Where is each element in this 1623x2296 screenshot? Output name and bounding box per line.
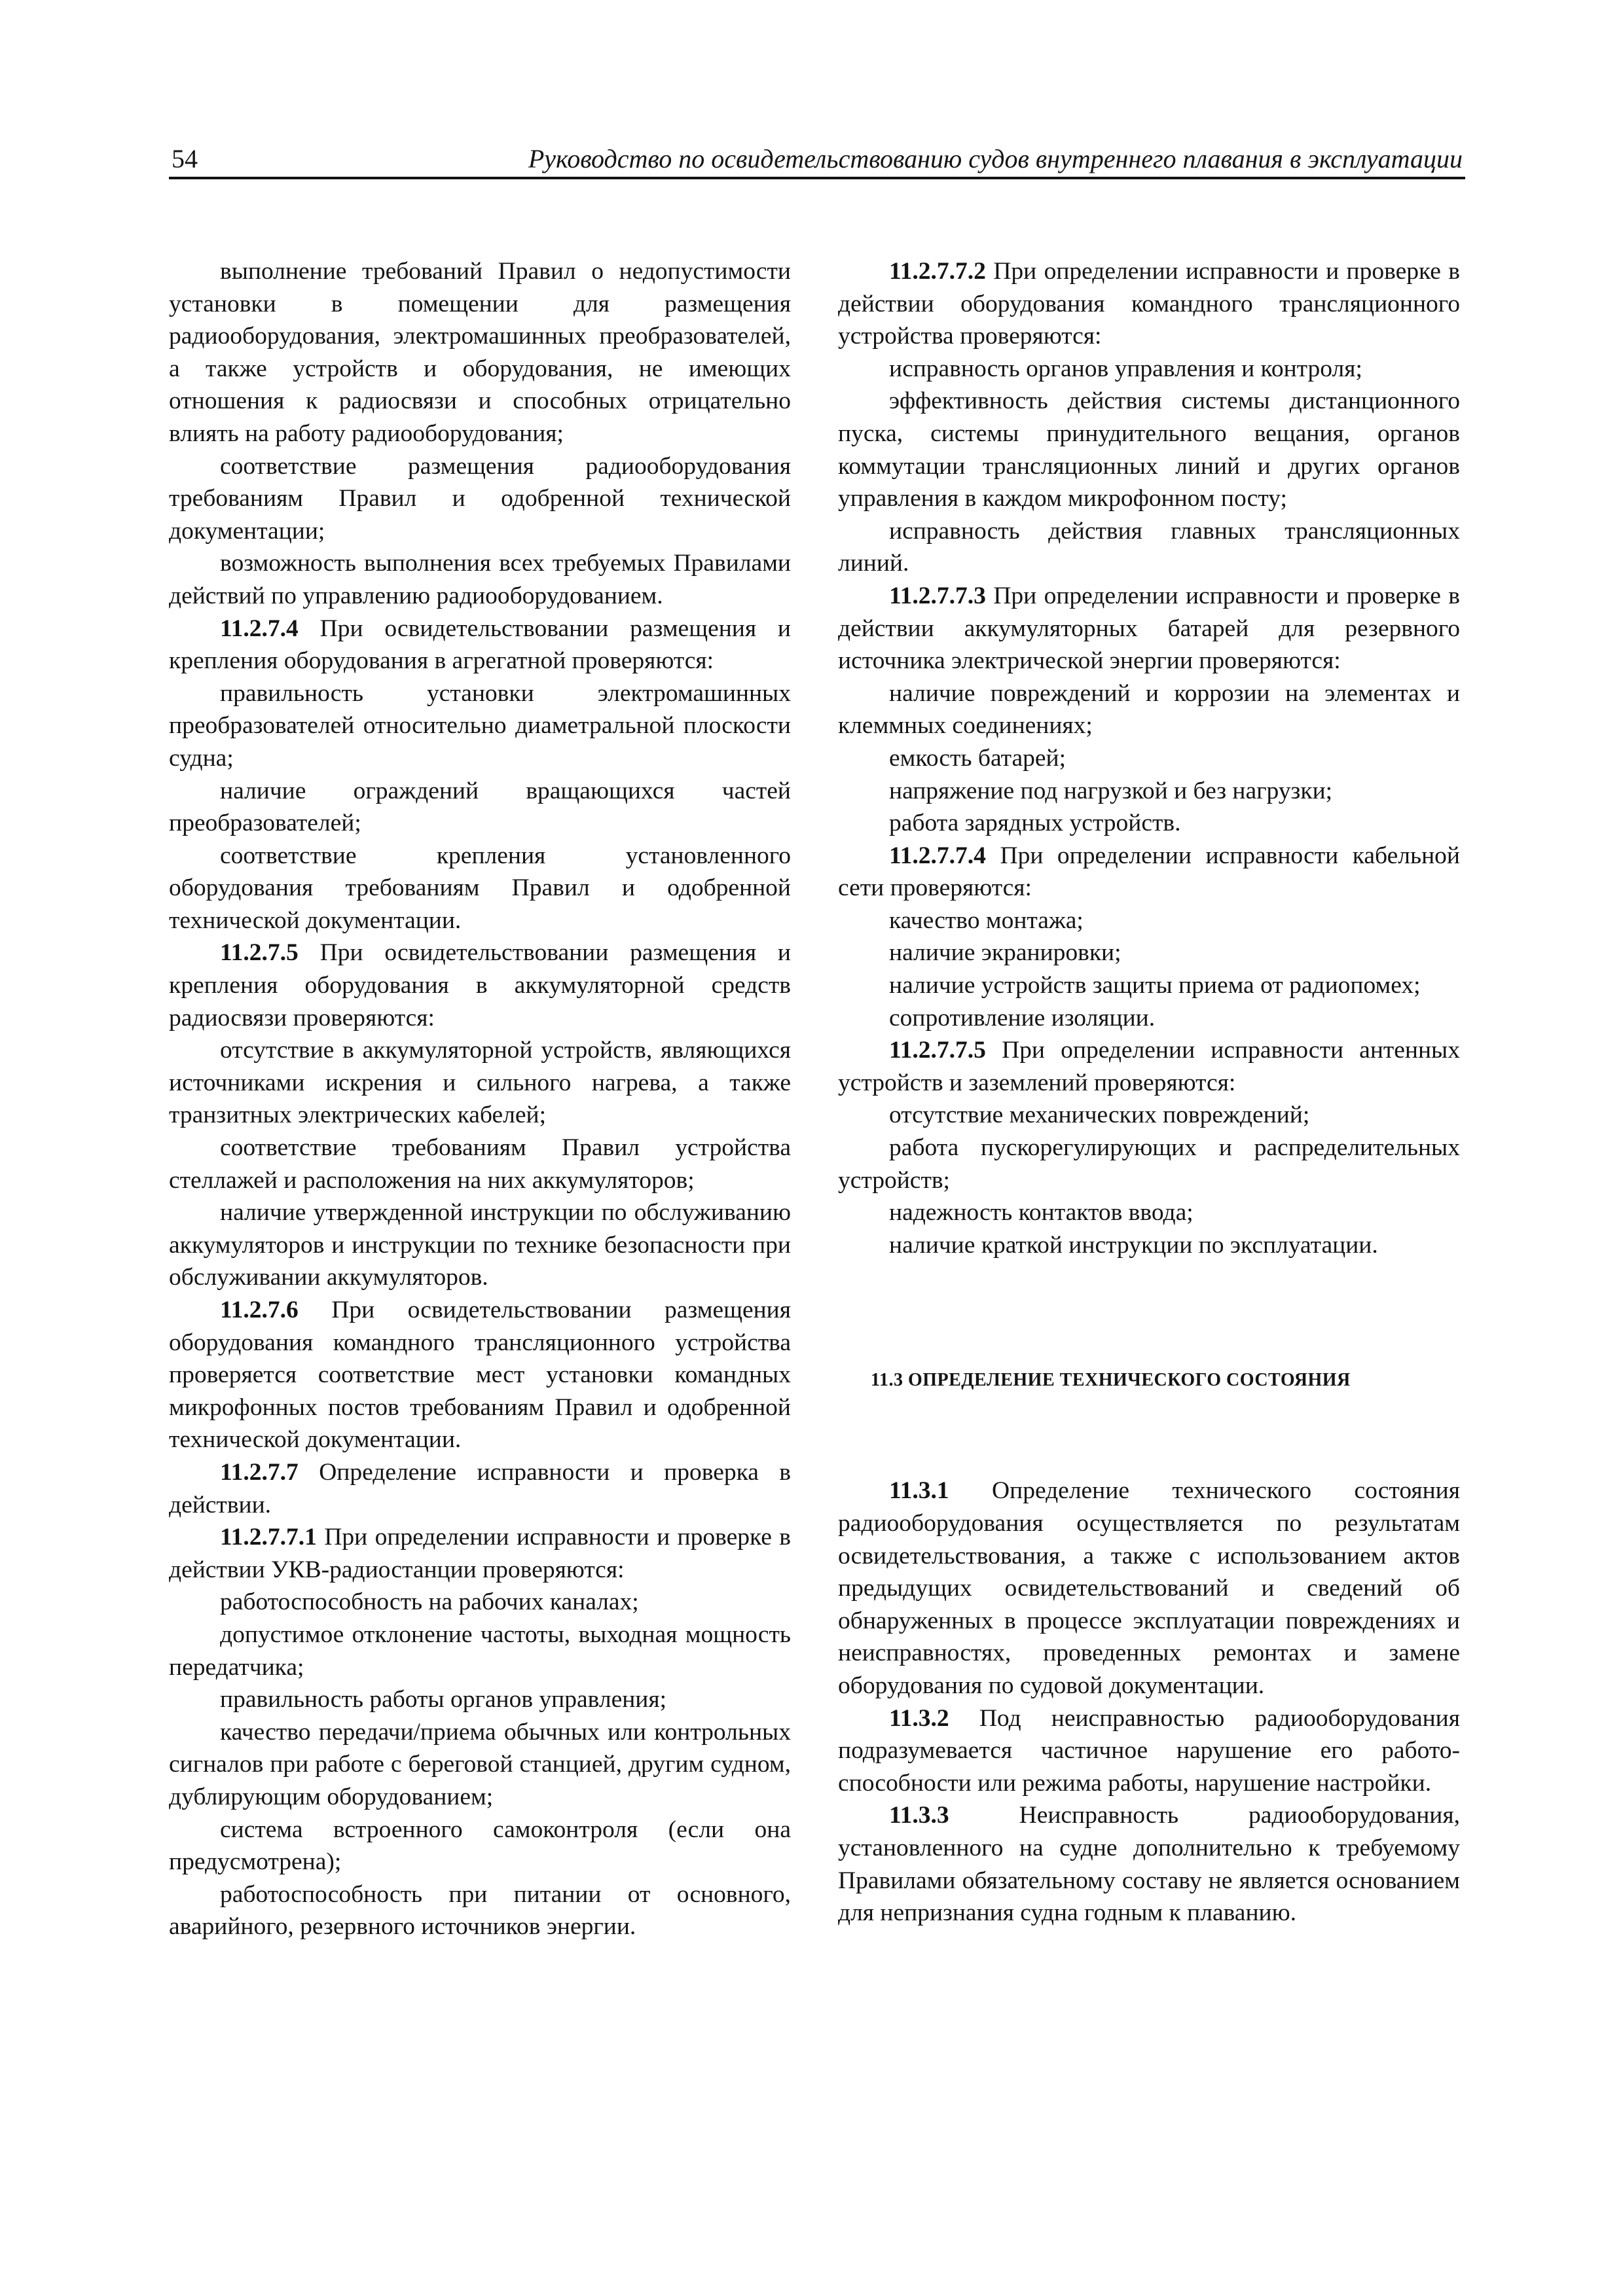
clause-number: 11.2.7.7.3: [889, 582, 986, 609]
left-column: [169, 255, 791, 1943]
clause-number: 11.2.7.6: [220, 1297, 299, 1323]
paragraph: [838, 677, 1460, 742]
paragraph: [838, 1702, 1460, 1800]
paragraph: [169, 1456, 791, 1521]
right-column-bottom: [838, 1475, 1460, 1929]
paragraph-text: наличие повреждений и коррозии на элементах и клеммных соединениях;: [838, 679, 1460, 740]
paragraph-text: возможность выполнения всех требуемых Правилами действий по управлению радиооборудованием.: [169, 550, 791, 609]
paragraph: [169, 1034, 791, 1132]
paragraph: [838, 1475, 1460, 1702]
paragraph: [838, 742, 1460, 775]
clause-number: 11.2.7.7.5: [889, 1037, 986, 1064]
paragraph: [169, 1619, 791, 1683]
paragraph: [838, 1229, 1460, 1262]
right-column: [838, 255, 1460, 1929]
paragraph-text: Определение технического состояния радиооборудования осуществляется по результатам освидетельствования, а также с использованием актов предыдущих освидетельствований и сведений об обнаруженных в процессе эксплуатации повреждениях и неисправностях, проведенных ремонтах и замене оборудования по судовой документации.: [838, 1477, 1460, 1699]
paragraph-text: работа пускорегулирующих и распределительных устройств;: [838, 1134, 1460, 1194]
paragraph-text: отсутствие механических повреждений;: [889, 1102, 1310, 1129]
paragraph: [169, 450, 791, 548]
paragraph-text: При освидетельствовании размещения и крепления оборудования в агрегатной проверяются:: [169, 615, 791, 675]
paragraph-text: работа зарядных устройств.: [889, 810, 1181, 837]
paragraph-text: работоспособность на рабочих каналах;: [220, 1588, 639, 1616]
paragraph: [838, 937, 1460, 969]
paragraph-text: емкость батарей;: [889, 744, 1067, 772]
paragraph-text: отсутствие в аккумуляторной устройств, являющихся источниками искрения и сильного нагрева, а также транзитных электрических кабелей;: [169, 1037, 791, 1129]
paragraph: [169, 937, 791, 1034]
paragraph-text: При освидетельствовании размещения и крепления оборудования в аккумуляторной средств радиосвязи проверяются:: [169, 939, 791, 1031]
paragraph: [838, 385, 1460, 514]
paragraph-text: допустимое отклонение частоты, выходная мощность передатчика;: [169, 1621, 791, 1681]
paragraph-text: эффективность действия системы дистанционного пуска, системы принудительного вещания, органов коммутации трансляционных линий и других органов управления в каждом микрофонном посту;: [838, 387, 1460, 512]
paragraph: [169, 1716, 791, 1814]
paragraph-text: сопротивление изоляции.: [889, 1004, 1156, 1031]
paragraph: [838, 969, 1460, 1002]
paragraph-text: исправность действия главных трансляционных линий.: [838, 517, 1460, 577]
clause-number: 11.3.2: [889, 1704, 949, 1732]
paragraph-text: При определении исправности кабельной сети проверяются:: [838, 842, 1460, 902]
paragraph-text: Под неисправностью радиооборудования подразумевается частичное нарушение его работоспособности или режима работы, нарушение настройки.: [838, 1704, 1460, 1797]
paragraph-text: наличие экранировки;: [889, 939, 1122, 967]
paragraph: [169, 1814, 791, 1878]
paragraph: [838, 807, 1460, 840]
paragraph-text: соответствие требованиям Правил устройства стеллажей и расположения на них аккумуляторов;: [169, 1134, 791, 1194]
paragraph: [838, 580, 1460, 677]
paragraph-text: При определении исправности антенных устройств и заземлений проверяются:: [838, 1037, 1460, 1096]
paragraph-text: работоспособность при питании от основного, аварийного, резервного источников энергии.: [169, 1880, 791, 1941]
paragraph-text: соответствие крепления установленного оборудования требованиям Правил и одобренной технической документации.: [169, 842, 791, 934]
paragraph: [838, 353, 1460, 386]
paragraph-text: Неисправность радиооборудования, установленного на судне дополнительно к требуемому Правилами обязательному составу не является основанием для непризнания судна годным к плаванию.: [838, 1802, 1460, 1927]
paragraph: [838, 840, 1460, 905]
paragraph-text: надежность контактов ввода;: [889, 1199, 1194, 1227]
paragraph: [169, 1586, 791, 1619]
paragraph-text: При определении исправности и проверке в действии УКВ-радиостанции проверяются:: [169, 1524, 791, 1583]
paragraph-text: При определении исправности и проверке в действии оборудования командного трансляционного устройства проверяются:: [838, 258, 1460, 350]
paragraph-text: исправность органов управления и контроля;: [889, 355, 1362, 382]
paragraph: [169, 1196, 791, 1294]
paragraph-text: напряжение под нагрузкой и без нагрузки;: [889, 777, 1333, 804]
paragraph-text: При освидетельствовании размещения оборудования командного трансляционного устройства проверяется соответствие мест установки командных микрофонных постов требованиям Правил и одобренной технической документации.: [169, 1297, 791, 1454]
paragraph: [838, 905, 1460, 937]
paragraph-text: наличие утвержденной инструкции по обслуживанию аккумуляторов и инструкции по технике безопасности при обслуживании аккумуляторов.: [169, 1199, 791, 1291]
paragraph-text: качество передачи/приема обычных или контрольных сигналов при работе с береговой станцией, другим судном, дублирующим оборудованием;: [169, 1718, 791, 1810]
clause-number: 11.2.7.7.2: [889, 258, 986, 285]
paragraph-text: качество монтажа;: [889, 906, 1084, 934]
clause-number: 11.2.7.7: [220, 1458, 299, 1486]
paragraph-text: соответствие размещения радиооборудования требованиям Правил и одобренной технической документации;: [169, 452, 791, 545]
paragraph-text: правильность установки электромашинных преобразователей относительно диаметральной плоскости судна;: [169, 679, 791, 772]
clause-number: 11.3.1: [889, 1477, 949, 1505]
clause-number: 11.2.7.7.4: [889, 842, 986, 869]
paragraph: [838, 1034, 1460, 1099]
paragraph: [169, 613, 791, 677]
paragraph-text: При определении исправности и проверке в действии аккумуляторных батарей для резервного источника электрической энергии проверяются:: [838, 582, 1460, 675]
paragraph: [838, 515, 1460, 580]
paragraph: [169, 840, 791, 937]
paragraph: [169, 677, 791, 775]
paragraph: [169, 547, 791, 612]
paragraph: [169, 1683, 791, 1716]
section-heading: 11.3 ОПРЕДЕЛЕНИЕ ТЕХНИЧЕСКОГО СОСТОЯНИЯ: [871, 1370, 1351, 1391]
paragraph: [169, 775, 791, 840]
clause-number: 11.2.7.7.1: [220, 1524, 317, 1551]
paragraph: [838, 1196, 1460, 1229]
paragraph: [838, 255, 1460, 353]
paragraph-text: Определение исправности и проверка в действии.: [169, 1458, 791, 1518]
paragraph: [169, 1294, 791, 1456]
clause-number: 11.2.7.4: [220, 615, 299, 642]
running-title: Руководство по освидетельствованию судов внутреннего плавания в эксплуатации: [528, 144, 1463, 173]
paragraph-text: выполнение требований Правил о недопустимости установки в помещении для размещения радиооборудования, электромашинных преобразователей, а также устройств и оборудования, не имеющих отношения к радиосвязи и способных отрицательно влиять на работу радиооборудования;: [169, 258, 791, 447]
paragraph: [169, 1132, 791, 1196]
paragraph: [838, 1099, 1460, 1132]
paragraph-text: наличие краткой инструкции по эксплуатации.: [889, 1231, 1378, 1259]
paragraph: [169, 1878, 791, 1943]
paragraph-text: правильность работы органов управления;: [220, 1686, 667, 1713]
paragraph: [169, 255, 791, 450]
paragraph-text: система встроенного самоконтроля (если она предусмотрена);: [169, 1816, 791, 1876]
paragraph-text: наличие ограждений вращающихся частей преобразователей;: [169, 777, 791, 837]
paragraph: [838, 775, 1460, 808]
paragraph-text: наличие устройств защиты приема от радиопомех;: [889, 972, 1421, 999]
clause-number: 11.2.7.5: [220, 939, 299, 967]
paragraph: [169, 1521, 791, 1586]
paragraph: [838, 1002, 1460, 1035]
page-number: 54: [172, 144, 198, 173]
clause-number: 11.3.3: [889, 1802, 949, 1829]
paragraph: [838, 1132, 1460, 1196]
paragraph: [838, 1799, 1460, 1929]
right-column-top: [838, 255, 1460, 1261]
page-header: [169, 143, 1465, 179]
